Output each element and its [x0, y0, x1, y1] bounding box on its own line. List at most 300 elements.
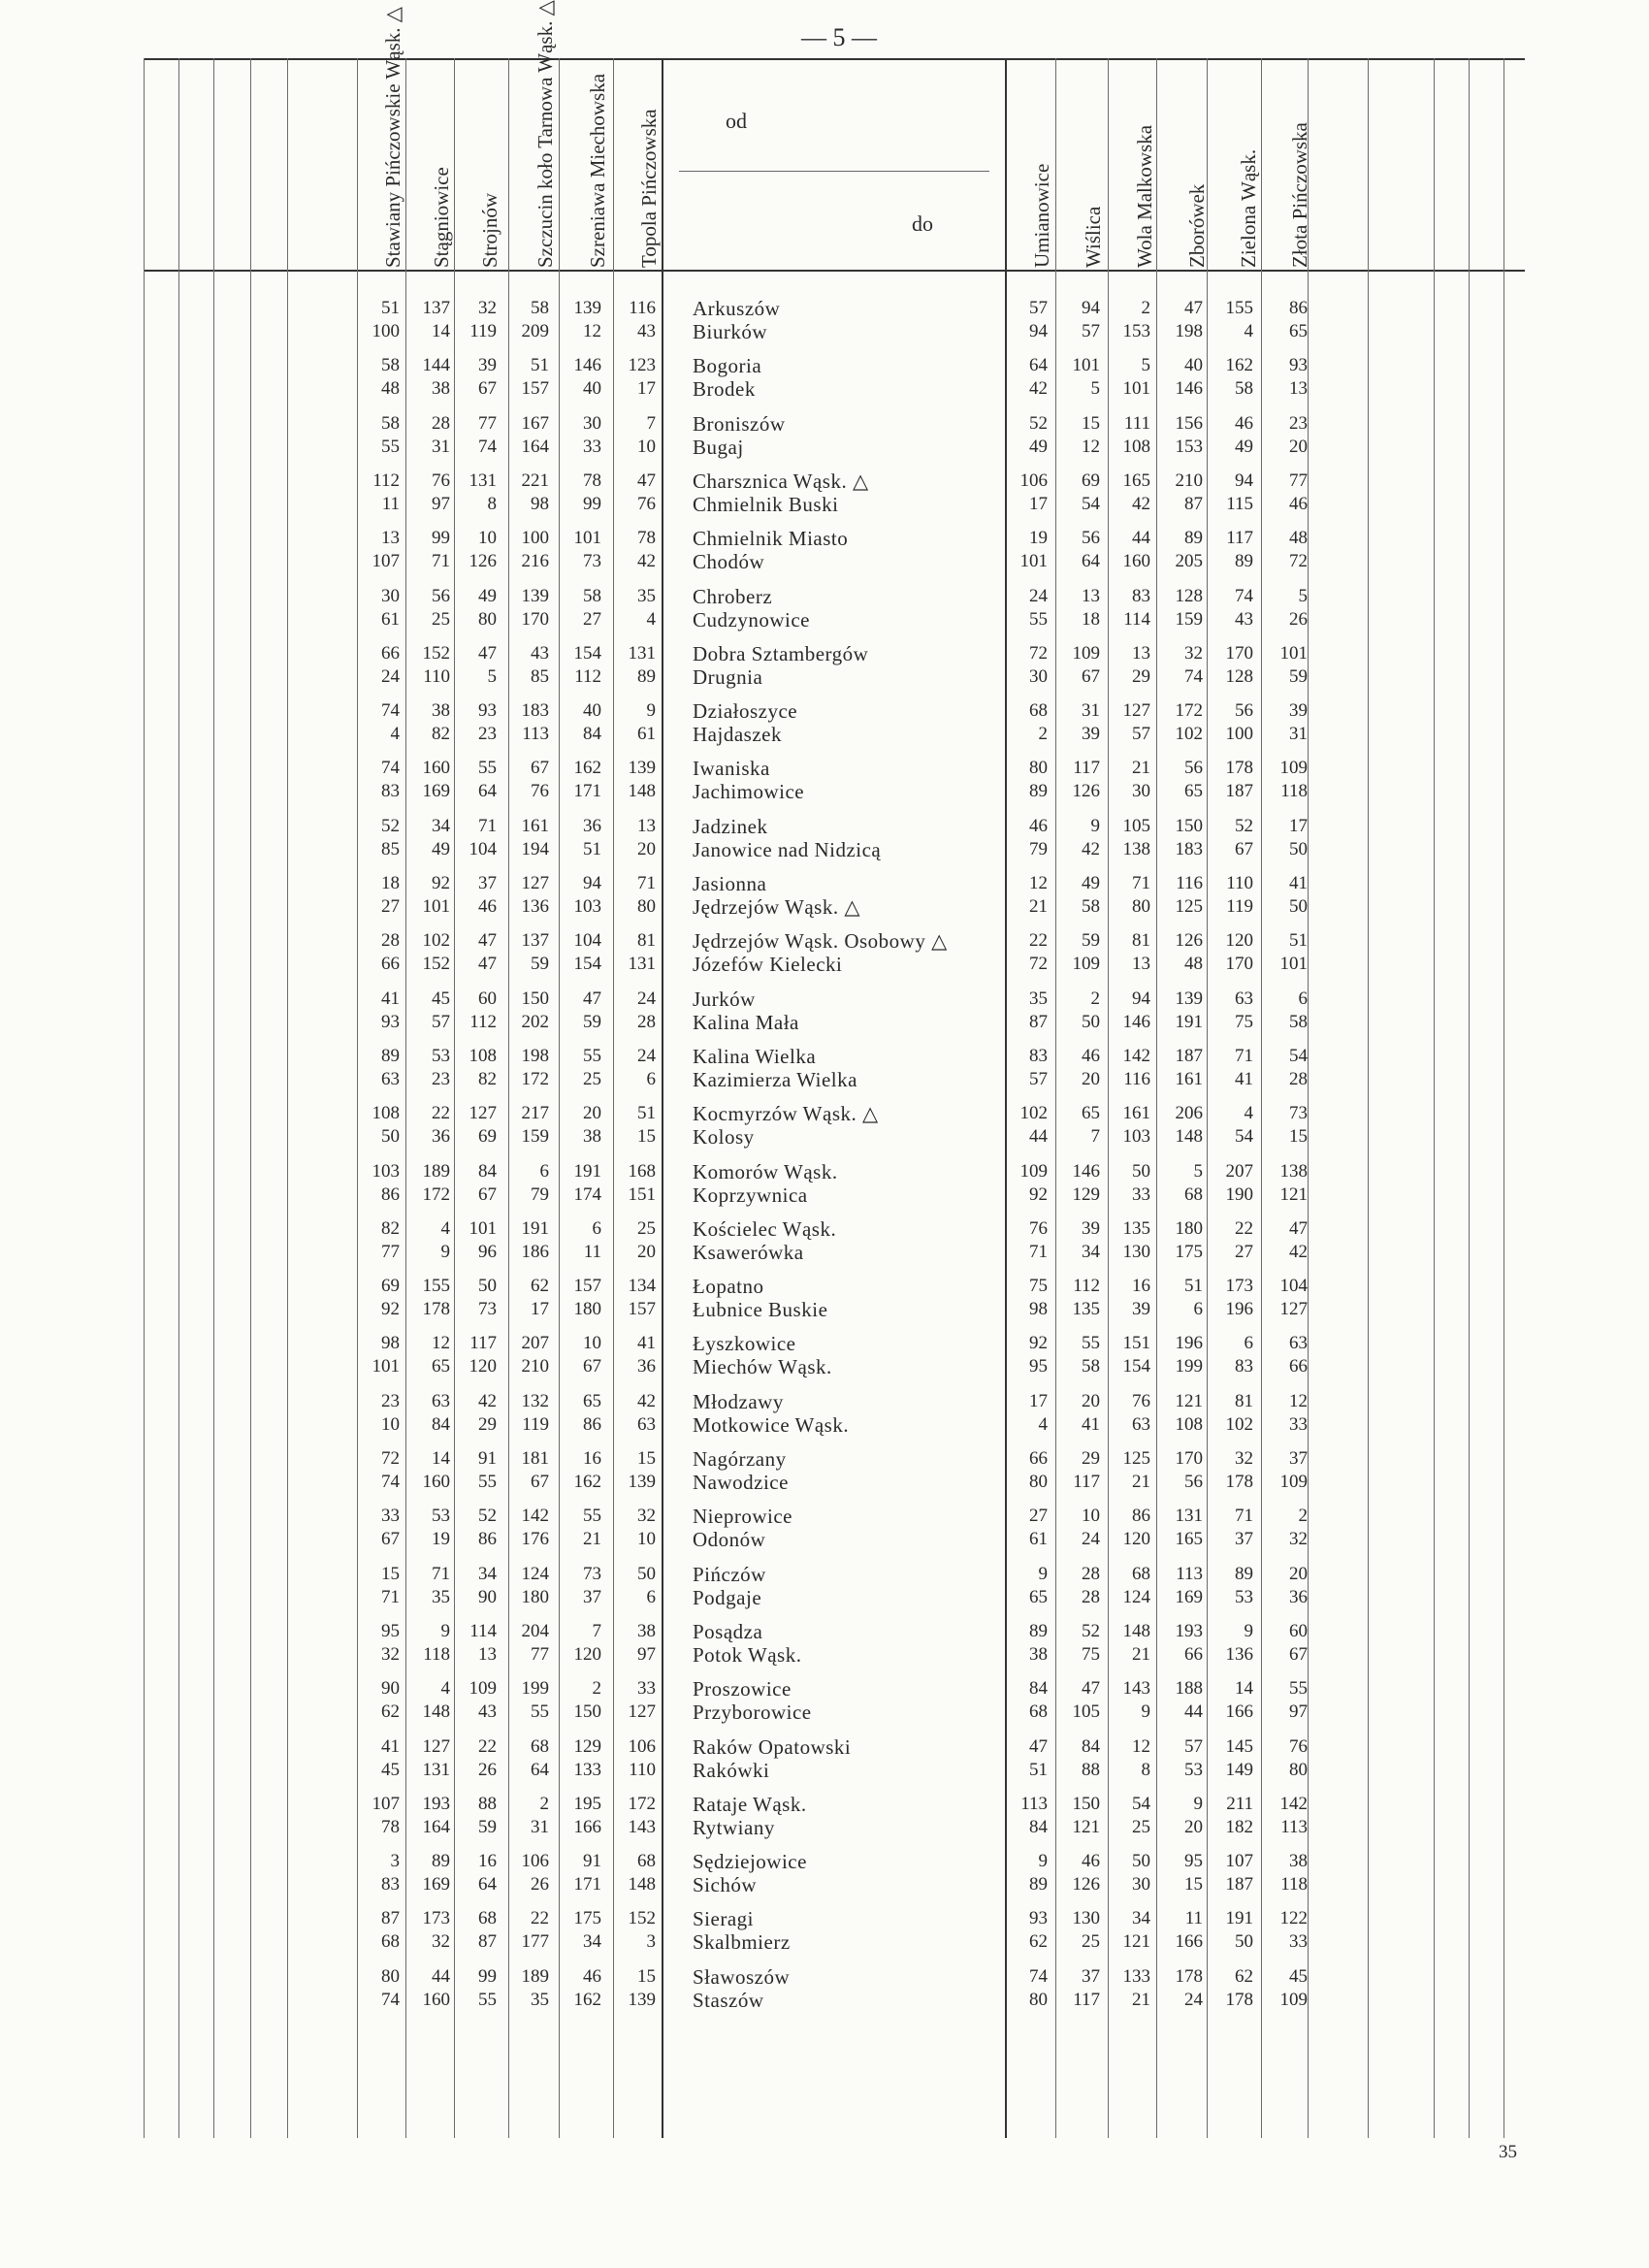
distance-value: 155	[422, 1276, 450, 1297]
distance-value: 181	[521, 1448, 549, 1469]
distance-cell	[405, 1735, 450, 1782]
distance-value: 80	[1029, 758, 1048, 779]
distance-cell	[557, 1735, 601, 1782]
distance-value: 69	[1082, 470, 1100, 491]
distance-value: 13	[381, 528, 400, 549]
distance-cell	[1106, 699, 1150, 746]
distance-cell	[504, 1965, 549, 2012]
distance-value: 123	[628, 355, 656, 376]
station-name: Kocmyrzów Wąsk. △	[693, 1102, 879, 1126]
distance-value: 36	[637, 1356, 656, 1377]
distance-cell	[1106, 585, 1150, 632]
distance-value: 58	[1082, 1356, 1100, 1377]
distance-value: 134	[628, 1276, 656, 1297]
distance-value: 47	[1029, 1735, 1048, 1757]
distance-cell	[1106, 297, 1150, 343]
distance-value: 53	[432, 1045, 450, 1066]
distance-cell	[504, 1390, 549, 1437]
distance-cell	[355, 1217, 400, 1264]
distance-value: 55	[1082, 1333, 1100, 1354]
distance-value: 28	[432, 412, 450, 434]
distance-value: 120	[573, 1643, 601, 1665]
distance-cell	[1106, 1907, 1150, 1954]
distance-value: 48	[1289, 528, 1308, 549]
station-names	[693, 412, 786, 459]
distance-value: 110	[1226, 873, 1253, 893]
distance-cell	[1055, 872, 1100, 919]
distance-cell	[452, 470, 497, 516]
distance-value: 152	[422, 642, 450, 664]
distance-value: 84	[1029, 1816, 1048, 1837]
distance-value: 40	[1184, 355, 1203, 376]
table-row	[0, 527, 1649, 577]
distance-cell	[504, 354, 549, 401]
distance-value: 183	[1175, 838, 1203, 859]
distance-value: 105	[1072, 1701, 1100, 1723]
table-row	[0, 1793, 1649, 1843]
distance-cell	[1209, 642, 1253, 689]
distance-value: 126	[1072, 1874, 1100, 1895]
distance-value: 87	[381, 1908, 400, 1929]
distance-cell	[452, 699, 497, 746]
distance-value: 20	[583, 1103, 601, 1124]
table-row	[0, 1620, 1649, 1670]
distance-value: 43	[637, 321, 656, 341]
distance-value: 97	[637, 1643, 656, 1665]
distance-cell	[1003, 354, 1048, 401]
header-divider	[679, 171, 989, 172]
distance-cell	[1106, 1793, 1150, 1839]
distance-value: 10	[637, 1529, 656, 1550]
distance-value: 107	[372, 551, 400, 572]
distance-cell	[611, 929, 656, 976]
station-name: Kalina Wielka	[693, 1044, 817, 1068]
distance-value: 121	[1122, 1931, 1150, 1953]
distance-cell	[355, 412, 400, 459]
distance-value: 80	[1029, 1472, 1048, 1492]
distance-value: 87	[1184, 493, 1203, 514]
distance-value: 53	[1235, 1586, 1253, 1607]
distance-cell	[405, 642, 450, 689]
distance-cell	[1003, 1160, 1048, 1207]
distance-value: 109	[1072, 954, 1100, 975]
distance-cell	[504, 1332, 549, 1378]
distance-value: 28	[1082, 1586, 1100, 1607]
distance-value: 6	[592, 1217, 601, 1239]
distance-cell	[504, 757, 549, 803]
distance-cell	[1003, 872, 1048, 919]
distance-value: 24	[381, 665, 400, 687]
distance-value: 142	[521, 1506, 549, 1527]
distance-value: 146	[573, 355, 601, 376]
distance-cell	[355, 1965, 400, 2012]
distance-value: 50	[1082, 1011, 1100, 1032]
distance-value: 42	[1289, 1241, 1308, 1262]
distance-value: 5	[1193, 1160, 1203, 1182]
distance-value: 98	[381, 1333, 400, 1354]
station-name: Jasionna	[693, 872, 767, 895]
distance-value: 148	[628, 781, 656, 802]
distance-value: 100	[521, 528, 549, 549]
distance-cell	[452, 1160, 497, 1207]
station-name: Dobra Sztambergów	[693, 641, 869, 665]
distance-cell	[355, 1045, 400, 1091]
distance-cell	[405, 1793, 450, 1839]
distance-value: 51	[1029, 1759, 1048, 1780]
distance-value: 120	[1225, 930, 1253, 952]
distance-value: 129	[573, 1735, 601, 1757]
distance-cell	[557, 585, 601, 632]
distance-value: 81	[1235, 1390, 1253, 1411]
distance-cell	[405, 1620, 450, 1667]
distance-value: 178	[1225, 1989, 1253, 2010]
distance-cell	[1263, 1217, 1308, 1264]
distance-value: 43	[478, 1701, 497, 1723]
distance-value: 9	[646, 700, 656, 722]
distance-cell	[452, 929, 497, 976]
distance-value: 69	[478, 1126, 497, 1148]
distance-value: 9	[1141, 1701, 1150, 1723]
distance-value: 174	[573, 1183, 601, 1205]
distance-value: 12	[1029, 873, 1048, 893]
distance-value: 9	[440, 1241, 450, 1262]
distance-value: 104	[573, 930, 601, 952]
distance-value: 97	[432, 493, 450, 514]
distance-value: 13	[1132, 642, 1150, 664]
station-names	[693, 1390, 849, 1437]
distance-value: 71	[1029, 1241, 1048, 1262]
distance-value: 83	[1132, 585, 1150, 606]
station-name: Ksawerówka	[693, 1240, 804, 1264]
distance-value: 54	[1082, 493, 1100, 514]
distance-value: 75	[1029, 1276, 1048, 1297]
distance-cell	[1106, 1160, 1150, 1207]
distance-value: 139	[1175, 988, 1203, 1009]
distance-cell	[1263, 1505, 1308, 1551]
distance-cell	[1158, 1217, 1203, 1264]
distance-value: 21	[1132, 1643, 1150, 1665]
distance-cell	[355, 699, 400, 746]
page-number: — 5 —	[801, 23, 877, 51]
station-name: Łyszkowice	[693, 1332, 796, 1356]
station-name: Chroberz	[693, 584, 773, 608]
distance-value: 2	[1090, 988, 1100, 1009]
distance-value: 71	[1235, 1045, 1253, 1066]
distance-value: 95	[381, 1620, 400, 1641]
distance-value: 207	[1225, 1160, 1253, 1182]
distance-value: 9	[440, 1620, 450, 1641]
station-name: Nieprowice	[693, 1505, 792, 1529]
distance-value: 74	[1184, 665, 1203, 687]
station-name: Kalina Mała	[693, 1010, 799, 1034]
distance-value: 107	[372, 1793, 400, 1814]
distance-value: 165	[1122, 470, 1150, 491]
header-od: od	[726, 109, 747, 133]
station-name: Kazimierza Wielka	[693, 1067, 857, 1091]
distance-value: 38	[637, 1620, 656, 1641]
distance-value: 109	[1279, 1472, 1308, 1492]
distance-value: 68	[1029, 700, 1048, 722]
distance-cell	[611, 1390, 656, 1437]
distance-value: 16	[583, 1448, 601, 1469]
distance-value: 150	[1175, 815, 1203, 836]
distance-cell	[452, 1045, 497, 1091]
distance-value: 109	[469, 1678, 497, 1700]
distance-value: 92	[1029, 1183, 1048, 1205]
table-row	[0, 1217, 1649, 1268]
distance-value: 160	[422, 1989, 450, 2010]
distance-cell	[1003, 1850, 1048, 1896]
distance-value: 146	[1072, 1160, 1100, 1182]
distance-value: 62	[1029, 1931, 1048, 1953]
distance-value: 20	[1289, 1563, 1308, 1584]
column-header: Szczucin koło Tarnowa Wąsk. △	[534, 0, 557, 268]
distance-value: 112	[574, 665, 601, 687]
distance-value: 99	[432, 528, 450, 549]
distance-value: 154	[573, 954, 601, 975]
distance-cell	[1158, 297, 1203, 343]
distance-value: 24	[637, 1045, 656, 1066]
distance-value: 108	[1175, 1413, 1203, 1435]
distance-cell	[557, 988, 601, 1034]
distance-cell	[1209, 1850, 1253, 1896]
distance-value: 84	[1082, 1735, 1100, 1757]
distance-value: 31	[531, 1816, 549, 1837]
distance-value: 21	[1132, 758, 1150, 779]
distance-value: 39	[1082, 1217, 1100, 1239]
distance-value: 156	[1175, 412, 1203, 434]
distance-value: 37	[1235, 1529, 1253, 1550]
distance-value: 173	[422, 1908, 450, 1929]
distance-value: 86	[1132, 1506, 1150, 1527]
distance-cell	[1209, 1275, 1253, 1321]
distance-cell	[1003, 585, 1048, 632]
distance-cell	[355, 1160, 400, 1207]
distance-value: 55	[381, 436, 400, 457]
distance-cell	[1209, 815, 1253, 861]
distance-value: 9	[1038, 1563, 1048, 1584]
distance-value: 73	[478, 1299, 497, 1320]
distance-cell	[1003, 757, 1048, 803]
distance-value: 124	[521, 1563, 549, 1584]
distance-cell	[1055, 988, 1100, 1034]
distance-value: 46	[1029, 815, 1048, 836]
distance-value: 38	[1289, 1851, 1308, 1872]
distance-value: 153	[1175, 436, 1203, 457]
distance-cell	[355, 470, 400, 516]
distance-value: 66	[381, 642, 400, 664]
distance-cell	[611, 1793, 656, 1839]
distance-cell	[452, 1677, 497, 1724]
distance-cell	[405, 1275, 450, 1321]
distance-value: 178	[1225, 758, 1253, 779]
distance-value: 72	[1029, 954, 1048, 975]
distance-value: 55	[478, 758, 497, 779]
distance-value: 50	[1289, 896, 1308, 917]
distance-cell	[1106, 1563, 1150, 1609]
distance-cell	[611, 1275, 656, 1321]
distance-value: 5	[487, 665, 497, 687]
distance-cell	[1158, 1620, 1203, 1667]
distance-value: 157	[521, 378, 549, 400]
distance-value: 59	[583, 1011, 601, 1032]
distance-value: 162	[573, 758, 601, 779]
distance-value: 138	[1122, 838, 1150, 859]
distance-value: 89	[381, 1045, 400, 1066]
distance-value: 112	[372, 470, 400, 491]
distance-cell	[504, 1793, 549, 1839]
distance-value: 59	[531, 954, 549, 975]
distance-value: 175	[1175, 1241, 1203, 1262]
station-name: Motkowice Wąsk.	[693, 1412, 850, 1437]
distance-value: 131	[628, 954, 656, 975]
station-name: Drugnia	[693, 664, 763, 689]
station-names	[693, 1793, 807, 1839]
distance-value: 22	[478, 1735, 497, 1757]
distance-cell	[452, 1275, 497, 1321]
station-name: Sędziejowice	[693, 1850, 807, 1874]
distance-cell	[1158, 1735, 1203, 1782]
station-name: Chodów	[693, 550, 765, 574]
distance-value: 166	[1175, 1931, 1203, 1953]
distance-value: 136	[521, 896, 549, 917]
distance-value: 139	[521, 585, 549, 606]
distance-value: 178	[422, 1299, 450, 1320]
station-name: Posądza	[693, 1619, 763, 1643]
distance-value: 206	[1175, 1103, 1203, 1124]
distance-value: 57	[1029, 298, 1048, 318]
distance-value: 166	[573, 1816, 601, 1837]
distance-value: 110	[423, 665, 450, 687]
distance-value: 119	[469, 321, 497, 341]
distance-value: 26	[531, 1874, 549, 1895]
distance-value: 20	[637, 1241, 656, 1262]
distance-value: 21	[1132, 1472, 1150, 1492]
distance-value: 101	[469, 1217, 497, 1239]
distance-cell	[405, 872, 450, 919]
distance-cell	[452, 412, 497, 459]
distance-value: 58	[1235, 378, 1253, 400]
distance-value: 25	[637, 1217, 656, 1239]
station-names	[693, 1217, 836, 1264]
distance-value: 67	[1082, 665, 1100, 687]
distance-value: 41	[637, 1333, 656, 1354]
distance-value: 64	[1029, 355, 1048, 376]
distance-cell	[1158, 642, 1203, 689]
distance-cell	[1263, 585, 1308, 632]
distance-value: 89	[1235, 1563, 1253, 1584]
distance-value: 77	[1289, 470, 1308, 491]
distance-value: 55	[1029, 608, 1048, 630]
distance-value: 159	[521, 1126, 549, 1148]
distance-value: 9	[1090, 815, 1100, 836]
distance-value: 198	[1175, 321, 1203, 341]
distance-value: 130	[1072, 1908, 1100, 1929]
distance-value: 38	[583, 1126, 601, 1148]
distance-value: 88	[1082, 1759, 1100, 1780]
station-name: Józefów Kielecki	[693, 953, 843, 977]
distance-value: 28	[1289, 1068, 1308, 1089]
distance-cell	[557, 929, 601, 976]
distance-value: 79	[1029, 838, 1048, 859]
distance-value: 161	[521, 815, 549, 836]
distance-value: 154	[1122, 1356, 1150, 1377]
distance-value: 53	[1184, 1759, 1203, 1780]
distance-cell	[557, 1907, 601, 1954]
distance-value: 44	[1184, 1701, 1203, 1723]
distance-cell	[611, 642, 656, 689]
distance-value: 88	[478, 1793, 497, 1814]
distance-cell	[1263, 699, 1308, 746]
distance-value: 104	[469, 838, 497, 859]
distance-value: 131	[469, 470, 497, 491]
distance-value: 106	[521, 1851, 549, 1872]
distance-cell	[1263, 354, 1308, 401]
distance-value: 22	[1235, 1217, 1253, 1239]
table-row	[0, 585, 1649, 635]
table-row	[0, 757, 1649, 807]
station-name: Cudzynowice	[693, 607, 810, 632]
distance-value: 43	[1235, 608, 1253, 630]
distance-value: 10	[1082, 1506, 1100, 1527]
distance-value: 125	[1122, 1448, 1150, 1469]
distance-value: 106	[1019, 470, 1048, 491]
distance-value: 87	[1029, 1011, 1048, 1032]
distance-value: 10	[478, 528, 497, 549]
distance-value: 65	[432, 1356, 450, 1377]
distance-value: 24	[637, 988, 656, 1009]
table-row	[0, 1677, 1649, 1728]
distance-cell	[355, 929, 400, 976]
distance-cell	[611, 297, 656, 343]
distance-cell	[504, 1160, 549, 1207]
station-name: Iwaniska	[693, 757, 770, 781]
distance-value: 56	[432, 585, 450, 606]
distance-value: 66	[381, 954, 400, 975]
distance-value: 9	[1193, 1793, 1203, 1814]
distance-cell	[1158, 1275, 1203, 1321]
distance-cell	[1209, 988, 1253, 1034]
distance-cell	[1209, 757, 1253, 803]
station-name: Proszowice	[693, 1677, 792, 1701]
distance-cell	[355, 1505, 400, 1551]
distance-value: 37	[478, 873, 497, 893]
distance-value: 47	[637, 470, 656, 491]
distance-value: 63	[432, 1390, 450, 1411]
distance-value: 46	[478, 896, 497, 917]
station-name: Jadzinek	[693, 814, 768, 838]
distance-value: 71	[478, 815, 497, 836]
distance-value: 81	[1132, 930, 1150, 952]
distance-cell	[355, 1907, 400, 1954]
distance-value: 20	[1082, 1390, 1100, 1411]
distance-cell	[611, 1677, 656, 1724]
distance-value: 94	[583, 873, 601, 893]
distance-cell	[1263, 1447, 1308, 1494]
distance-cell	[452, 1907, 497, 1954]
distance-cell	[611, 1505, 656, 1551]
distance-cell	[1003, 1390, 1048, 1437]
distance-value: 139	[628, 1989, 656, 2010]
distance-value: 84	[478, 1160, 497, 1182]
distance-value: 2	[539, 1793, 549, 1814]
column-header: Wola Malkowska	[1133, 124, 1156, 268]
distance-cell	[611, 1965, 656, 2012]
distance-value: 150	[1072, 1793, 1100, 1814]
distance-cell	[504, 699, 549, 746]
station-name: Raków Opatowski	[693, 1734, 852, 1759]
distance-cell	[1055, 699, 1100, 746]
